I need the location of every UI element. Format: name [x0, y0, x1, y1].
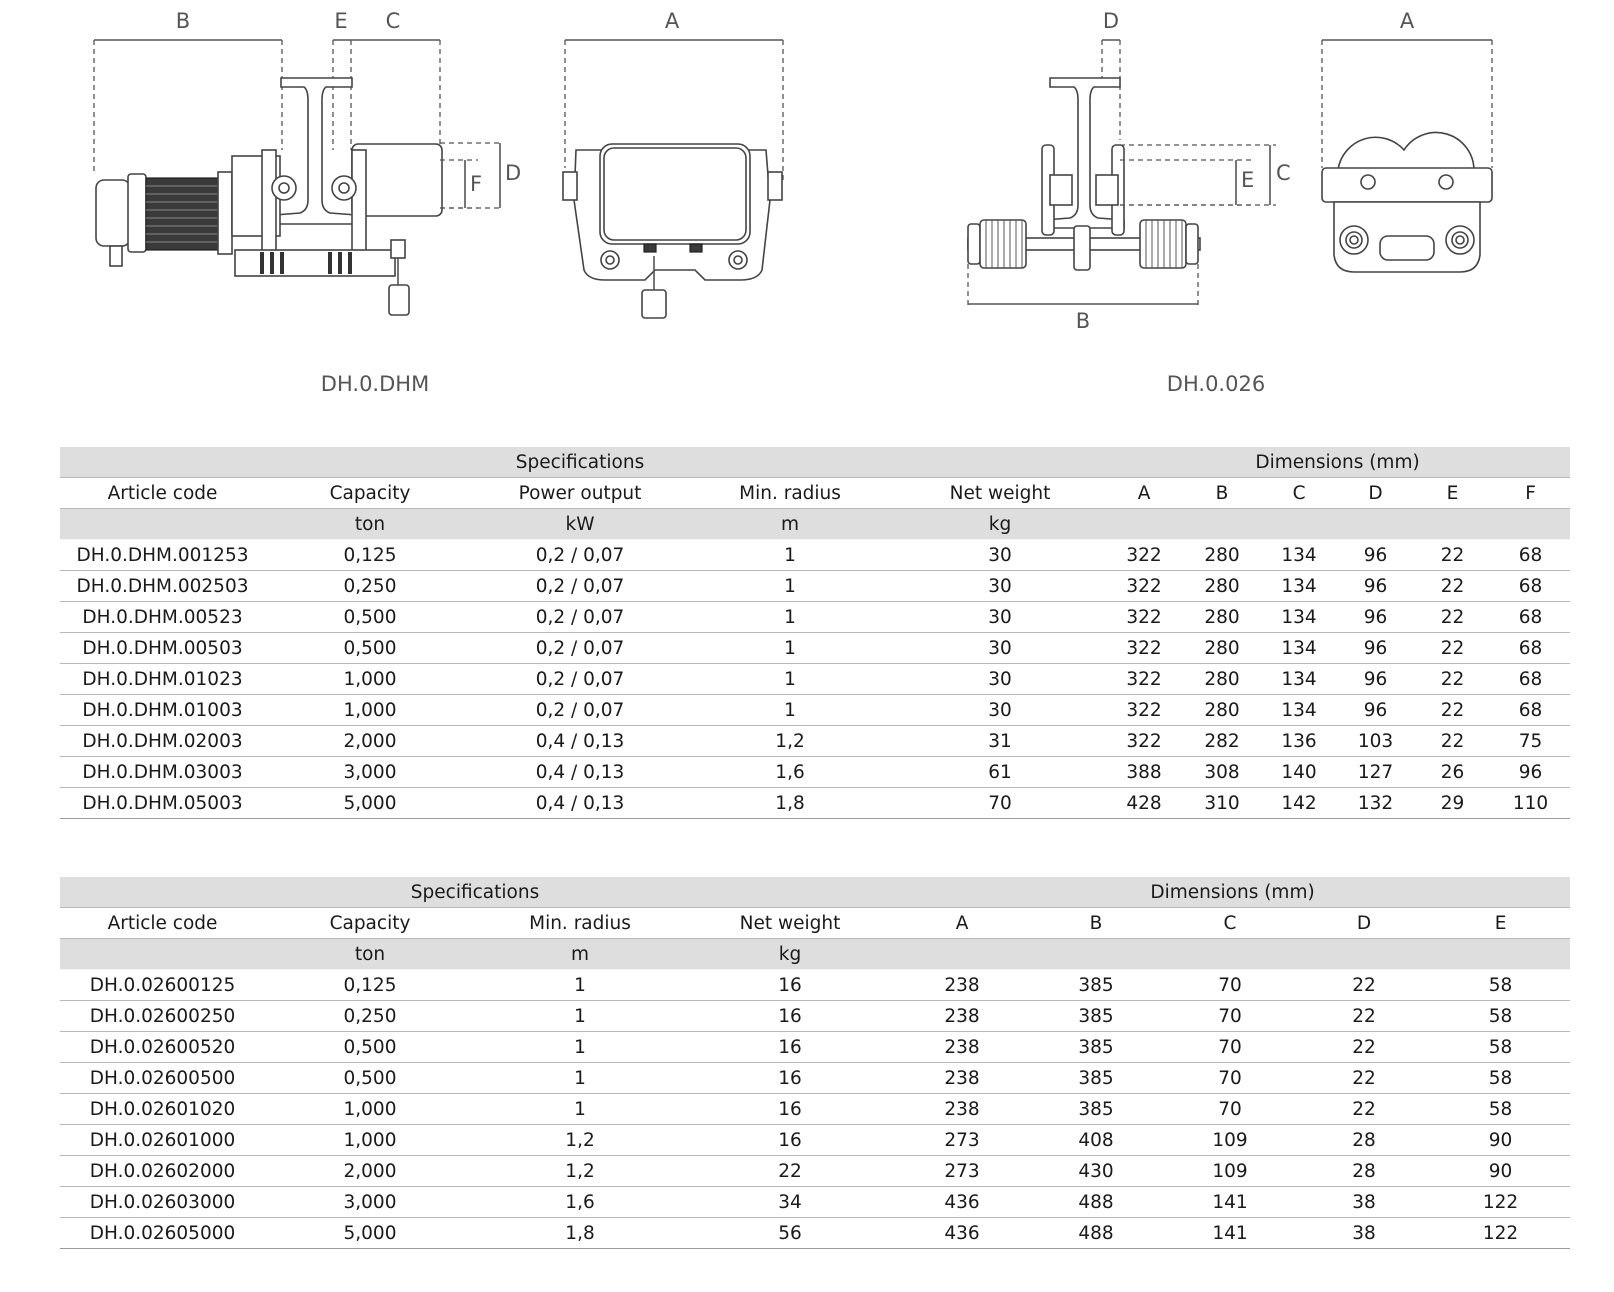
table-cell: 273 [895, 1125, 1029, 1156]
table-cell: 134 [1261, 540, 1337, 571]
table-cell: 436 [895, 1187, 1029, 1218]
article-code-cell: DH.0.DHM.03003 [60, 757, 265, 788]
table-cell: 308 [1183, 757, 1261, 788]
table-cell: 96 [1337, 695, 1414, 726]
table-cell: 68 [1491, 633, 1570, 664]
article-code-cell: DH.0.DHM.00503 [60, 633, 265, 664]
table-row [60, 1187, 1570, 1218]
article-code-cell: DH.0.DHM.01023 [60, 664, 265, 695]
col-header: C [1261, 478, 1337, 509]
table-cell: 58 [1431, 1063, 1570, 1094]
col-header: B [1183, 478, 1261, 509]
table-cell: 58 [1431, 1094, 1570, 1125]
table-cell: 16 [685, 1094, 895, 1125]
table-row [60, 571, 1570, 602]
table-cell: 134 [1261, 571, 1337, 602]
article-code-cell: DH.0.02600500 [60, 1063, 265, 1094]
table-row [60, 695, 1570, 726]
unit-cell [1414, 509, 1491, 540]
table-cell: 273 [895, 1156, 1029, 1187]
table-cell: 61 [895, 757, 1105, 788]
table-cell: 280 [1183, 602, 1261, 633]
table-cell: 1,000 [265, 664, 475, 695]
table-cell: 134 [1261, 602, 1337, 633]
table-row [60, 664, 1570, 695]
table-cell: 280 [1183, 633, 1261, 664]
unit-cell: m [475, 939, 685, 970]
table-cell: 1,8 [475, 1218, 685, 1249]
table-cell: 75 [1491, 726, 1570, 757]
table-group-header-row [60, 447, 1570, 478]
article-code-cell: DH.0.DHM.00523 [60, 602, 265, 633]
table-cell: 127 [1337, 757, 1414, 788]
article-code-cell: DH.0.02600250 [60, 1001, 265, 1032]
table-cell: 30 [895, 602, 1105, 633]
table-cell: 26 [1414, 757, 1491, 788]
table-header-row [60, 908, 1570, 939]
table-cell: 16 [685, 1032, 895, 1063]
table-cell: 1 [685, 602, 895, 633]
table-cell: 322 [1105, 664, 1183, 695]
table-cell: 1,8 [685, 788, 895, 819]
table-cell: 141 [1163, 1187, 1297, 1218]
unit-cell [1261, 509, 1337, 540]
table-cell: 430 [1029, 1156, 1163, 1187]
dim-label-c: C [385, 9, 401, 33]
table-cell: 1 [475, 1094, 685, 1125]
table-row [60, 1218, 1570, 1249]
article-code-cell: DH.0.DHM.01003 [60, 695, 265, 726]
unit-cell [1297, 939, 1431, 970]
table-cell: 488 [1029, 1218, 1163, 1249]
table-row [60, 788, 1570, 819]
col-header: Article code [60, 908, 265, 939]
dhm-side-view [94, 9, 521, 315]
table-cell: 70 [1163, 1094, 1297, 1125]
unit-cell [60, 939, 265, 970]
table-cell: 30 [895, 695, 1105, 726]
table-row [60, 1032, 1570, 1063]
article-code-cell: DH.0.DHM.001253 [60, 540, 265, 571]
table-row [60, 540, 1570, 571]
table-cell: 122 [1431, 1218, 1570, 1249]
table-cell: 70 [895, 788, 1105, 819]
unit-cell [60, 509, 265, 540]
table-cell: 16 [685, 1063, 895, 1094]
table-cell: 0,4 / 0,13 [475, 788, 685, 819]
table-cell: 1 [475, 1032, 685, 1063]
col-header: Min. radius [685, 478, 895, 509]
model-label-dhm: DH.0.DHM [320, 372, 430, 396]
table-cell: 68 [1491, 602, 1570, 633]
table-cell: 0,500 [265, 602, 475, 633]
table-cell: 134 [1261, 695, 1337, 726]
unit-cell [1491, 509, 1570, 540]
table-cell: 22 [1297, 1001, 1431, 1032]
unit-cell [1029, 939, 1163, 970]
table-cell: 238 [895, 1094, 1029, 1125]
table-cell: 1 [685, 633, 895, 664]
table-cell: 134 [1261, 633, 1337, 664]
unit-cell [1163, 939, 1297, 970]
table-cell: 22 [1297, 970, 1431, 1001]
table-cell: 28 [1297, 1156, 1431, 1187]
table-cell: 0,2 / 0,07 [475, 571, 685, 602]
table-cell: 0,500 [265, 1032, 475, 1063]
table-cell: 385 [1029, 1032, 1163, 1063]
article-code-cell: DH.0.02601020 [60, 1094, 265, 1125]
table-cell: 488 [1029, 1187, 1163, 1218]
table-cell: 1 [685, 664, 895, 695]
dim-label-c-right: C [1276, 161, 1291, 185]
table-cell: 68 [1491, 571, 1570, 602]
table-cell: 38 [1297, 1218, 1431, 1249]
col-header: A [895, 908, 1029, 939]
table-cell: 310 [1183, 788, 1261, 819]
article-code-cell: DH.0.02600125 [60, 970, 265, 1001]
table-cell: 70 [1163, 970, 1297, 1001]
col-header: B [1029, 908, 1163, 939]
table-cell: 0,4 / 0,13 [475, 757, 685, 788]
table-cell: 16 [685, 1125, 895, 1156]
table-cell: 70 [1163, 1063, 1297, 1094]
table-cell: 3,000 [265, 1187, 475, 1218]
table-cell: 22 [1414, 664, 1491, 695]
table-cell: 103 [1337, 726, 1414, 757]
group-specifications: Specifications [265, 447, 895, 478]
table-cell: 70 [1163, 1032, 1297, 1063]
dhm-front-view [563, 9, 783, 318]
table-cell: 34 [685, 1187, 895, 1218]
dim-label-a-right: A [1399, 9, 1415, 33]
col-header: Power output [475, 478, 685, 509]
table-cell: 322 [1105, 540, 1183, 571]
dim-label-a: A [664, 9, 680, 33]
table-cell: 0,2 / 0,07 [475, 540, 685, 571]
table-cell: 428 [1105, 788, 1183, 819]
group-specifications: Specifications [265, 877, 685, 908]
table-row [60, 1001, 1570, 1032]
table-units-row [60, 509, 1570, 540]
026-side-view [968, 9, 1291, 333]
table-cell: 16 [685, 970, 895, 1001]
unit-cell: ton [265, 939, 475, 970]
table-row [60, 1156, 1570, 1187]
table-row [60, 633, 1570, 664]
unit-cell [1431, 939, 1570, 970]
table-cell: 30 [895, 571, 1105, 602]
table-cell: 0,4 / 0,13 [475, 726, 685, 757]
table-cell: 0,2 / 0,07 [475, 602, 685, 633]
col-header: Net weight [895, 478, 1105, 509]
col-header: E [1414, 478, 1491, 509]
table-row [60, 602, 1570, 633]
table-cell: 122 [1431, 1187, 1570, 1218]
table-cell: 322 [1105, 633, 1183, 664]
table-cell: 280 [1183, 664, 1261, 695]
dim-label-e-right: E [1241, 168, 1255, 192]
table-cell: 16 [685, 1001, 895, 1032]
table-cell: 2,000 [265, 726, 475, 757]
table-cell: 141 [1163, 1218, 1297, 1249]
drawings-svg [0, 0, 1614, 420]
table-cell: 238 [895, 1063, 1029, 1094]
table-cell: 22 [1414, 633, 1491, 664]
table-units-row [60, 939, 1570, 970]
col-header: Capacity [265, 908, 475, 939]
table-cell: 58 [1431, 1001, 1570, 1032]
table-cell: 322 [1105, 571, 1183, 602]
table-cell: 110 [1491, 788, 1570, 819]
table-cell: 140 [1261, 757, 1337, 788]
col-header: Capacity [265, 478, 475, 509]
table-cell: 30 [895, 664, 1105, 695]
table-cell: 436 [895, 1218, 1029, 1249]
table-cell: 30 [895, 540, 1105, 571]
table-cell: 385 [1029, 1001, 1163, 1032]
table-header-row [60, 478, 1570, 509]
table-cell: 280 [1183, 540, 1261, 571]
table-row [60, 970, 1570, 1001]
table-cell: 408 [1029, 1125, 1163, 1156]
article-code-cell: DH.0.DHM.05003 [60, 788, 265, 819]
table-cell: 109 [1163, 1125, 1297, 1156]
table-row [60, 757, 1570, 788]
table-cell: 1,2 [685, 726, 895, 757]
table-cell: 58 [1431, 1032, 1570, 1063]
col-header: C [1163, 908, 1297, 939]
table-cell: 5,000 [265, 1218, 475, 1249]
col-header: E [1431, 908, 1570, 939]
table-cell: 0,500 [265, 633, 475, 664]
table-cell: 1,6 [685, 757, 895, 788]
table-row [60, 726, 1570, 757]
article-code-cell: DH.0.02601000 [60, 1125, 265, 1156]
table-cell: 3,000 [265, 757, 475, 788]
dim-label-b: B [175, 9, 191, 33]
col-header: D [1337, 478, 1414, 509]
table-cell: 109 [1163, 1156, 1297, 1187]
article-code-cell: DH.0.02602000 [60, 1156, 265, 1187]
table-cell: 1 [685, 571, 895, 602]
article-code-cell: DH.0.DHM.02003 [60, 726, 265, 757]
table-cell: 0,2 / 0,07 [475, 695, 685, 726]
table-cell: 22 [685, 1156, 895, 1187]
table-row [60, 1063, 1570, 1094]
table-cell: 68 [1491, 540, 1570, 571]
table-cell: 1 [685, 695, 895, 726]
unit-cell: ton [265, 509, 475, 540]
table-cell: 28 [1297, 1125, 1431, 1156]
table-cell: 68 [1491, 695, 1570, 726]
unit-cell [1105, 509, 1183, 540]
dhm-spec-table [60, 447, 1570, 819]
table-cell: 1,000 [265, 1094, 475, 1125]
table-cell: 22 [1297, 1032, 1431, 1063]
table-row [60, 1094, 1570, 1125]
table-cell: 238 [895, 970, 1029, 1001]
col-header: Article code [60, 478, 265, 509]
dim-label-d-right: D [1102, 9, 1120, 33]
table-cell: 134 [1261, 664, 1337, 695]
table-cell: 22 [1414, 571, 1491, 602]
table-cell: 385 [1029, 1063, 1163, 1094]
table-cell: 30 [895, 633, 1105, 664]
table-cell: 22 [1414, 726, 1491, 757]
table-cell: 68 [1491, 664, 1570, 695]
table-cell: 1,2 [475, 1125, 685, 1156]
table-cell: 385 [1029, 1094, 1163, 1125]
table-cell: 0,2 / 0,07 [475, 633, 685, 664]
table-cell: 322 [1105, 695, 1183, 726]
unit-cell: m [685, 509, 895, 540]
table-cell: 5,000 [265, 788, 475, 819]
group-dimensions: Dimensions (mm) [895, 877, 1570, 908]
table-cell: 280 [1183, 571, 1261, 602]
dim-label-d: D [505, 161, 522, 185]
table-cell: 0,125 [265, 970, 475, 1001]
table-cell: 70 [1163, 1001, 1297, 1032]
table-cell: 56 [685, 1218, 895, 1249]
table-cell: 142 [1261, 788, 1337, 819]
table-cell: 29 [1414, 788, 1491, 819]
technical-drawings [0, 0, 1614, 420]
table-cell: 2,000 [265, 1156, 475, 1187]
table-cell: 31 [895, 726, 1105, 757]
col-header: Min. radius [475, 908, 685, 939]
table-cell: 385 [1029, 970, 1163, 1001]
table-cell: 22 [1414, 695, 1491, 726]
table-cell: 388 [1105, 757, 1183, 788]
table-cell: 132 [1337, 788, 1414, 819]
dim-label-f: F [470, 172, 483, 196]
unit-cell: kg [895, 509, 1105, 540]
table-cell: 1 [685, 540, 895, 571]
col-header: Net weight [685, 908, 895, 939]
026-spec-table [60, 877, 1570, 1249]
unit-cell [895, 939, 1029, 970]
026-front-view [1322, 9, 1492, 272]
table-cell: 1,000 [265, 1125, 475, 1156]
unit-cell: kg [685, 939, 895, 970]
article-code-cell: DH.0.02600520 [60, 1032, 265, 1063]
table-group-header-row [60, 877, 1570, 908]
table-cell: 238 [895, 1032, 1029, 1063]
article-code-cell: DH.0.DHM.002503 [60, 571, 265, 602]
group-dimensions: Dimensions (mm) [1105, 447, 1570, 478]
unit-cell: kW [475, 509, 685, 540]
table-cell: 0,250 [265, 1001, 475, 1032]
model-label-026: DH.0.026 [1166, 372, 1266, 396]
table-cell: 322 [1105, 726, 1183, 757]
table-cell: 0,125 [265, 540, 475, 571]
dim-label-b-right: B [1075, 309, 1091, 333]
table-cell: 282 [1183, 726, 1261, 757]
dim-label-e: E [334, 9, 348, 33]
table-cell: 90 [1431, 1156, 1570, 1187]
unit-cell [1183, 509, 1261, 540]
table-cell: 1 [475, 970, 685, 1001]
table-cell: 96 [1337, 571, 1414, 602]
table-cell: 96 [1491, 757, 1570, 788]
article-code-cell: DH.0.02603000 [60, 1187, 265, 1218]
table-cell: 22 [1297, 1094, 1431, 1125]
table-cell: 22 [1297, 1063, 1431, 1094]
table-cell: 38 [1297, 1187, 1431, 1218]
table-cell: 1,000 [265, 695, 475, 726]
unit-cell [1337, 509, 1414, 540]
table-cell: 1 [475, 1063, 685, 1094]
table-cell: 1,6 [475, 1187, 685, 1218]
table-cell: 22 [1414, 540, 1491, 571]
table-cell: 280 [1183, 695, 1261, 726]
table-cell: 1 [475, 1001, 685, 1032]
table-cell: 1,2 [475, 1156, 685, 1187]
table-cell: 136 [1261, 726, 1337, 757]
col-header: F [1491, 478, 1570, 509]
table-cell: 0,250 [265, 571, 475, 602]
col-header: D [1297, 908, 1431, 939]
article-code-cell: DH.0.02605000 [60, 1218, 265, 1249]
table-cell: 96 [1337, 664, 1414, 695]
table-cell: 0,500 [265, 1063, 475, 1094]
table-row [60, 1125, 1570, 1156]
table-cell: 96 [1337, 540, 1414, 571]
table-cell: 22 [1414, 602, 1491, 633]
table-cell: 322 [1105, 602, 1183, 633]
table-cell: 238 [895, 1001, 1029, 1032]
col-header: A [1105, 478, 1183, 509]
table-cell: 58 [1431, 970, 1570, 1001]
table-cell: 0,2 / 0,07 [475, 664, 685, 695]
table-cell: 90 [1431, 1125, 1570, 1156]
table-cell: 96 [1337, 633, 1414, 664]
table-cell: 96 [1337, 602, 1414, 633]
